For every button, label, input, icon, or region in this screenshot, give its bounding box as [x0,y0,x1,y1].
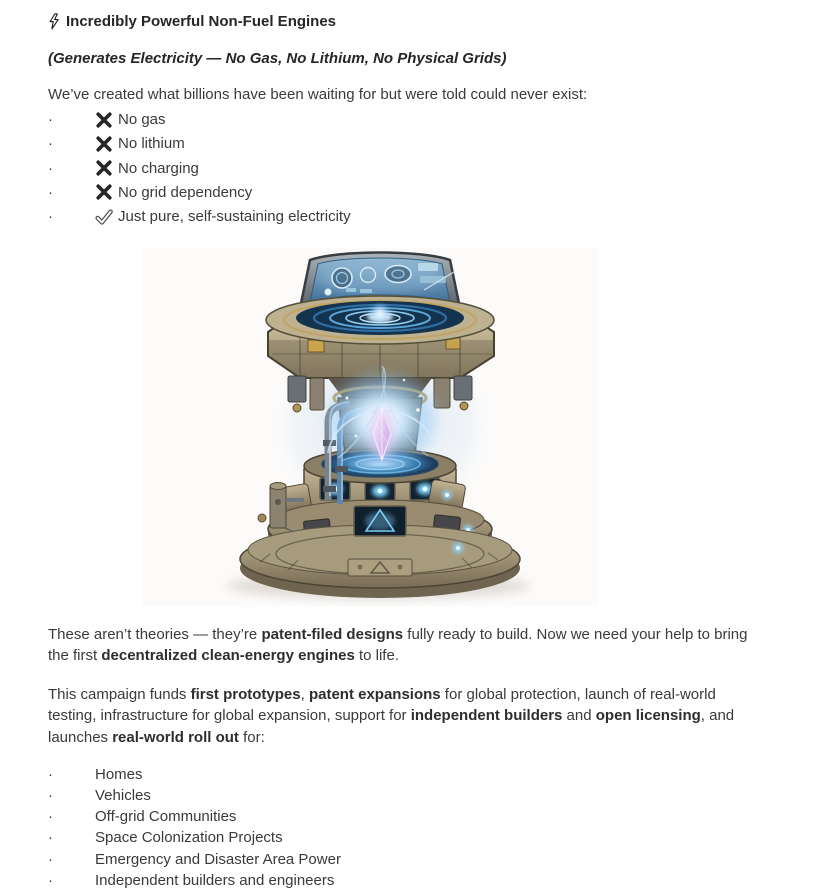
list-item-label: Vehicles [95,787,151,805]
cross-mark-icon [95,111,113,129]
list-item-label: Just pure, self-sustaining electricity [118,207,351,225]
cross-mark-icon [95,135,113,153]
bullet-dot: · [48,159,53,177]
bullet-dot: · [48,808,53,826]
body-paragraph-1: These aren’t theories — they’re patent-filed designs fully ready to build. Now we need your help to bring the first decentralized clean-energy engines to life. [48,625,748,665]
rollout-list [48,764,768,891]
bullet-dot: · [48,135,53,153]
list-item [48,870,768,891]
list-item [48,156,768,180]
list-item [48,806,768,827]
list-item-label: Homes [95,766,143,784]
intro-paragraph: We’ve created what billions have been waiting for but were told could never exist: [48,85,588,103]
bullet-dot: · [48,871,53,889]
bullet-dot: · [48,829,53,847]
body-paragraph-2: This campaign funds first prototypes, patent expansions for global protection, launch of real-world testing, infrastructure for global expansion, support for independent builders and open licensing, and launches real-world roll out for: [48,685,735,746]
cross-mark-icon [95,159,113,177]
list-item [48,180,768,204]
list-item [48,205,768,229]
list-item-label: Space Colonization Projects [95,829,283,847]
list-item [48,132,768,156]
bullet-dot: · [48,183,53,201]
engine-illustration-graphic [142,248,598,606]
bullet-dot: · [48,766,53,784]
list-item [48,849,768,870]
list-item [48,785,768,806]
feature-list [48,108,768,229]
subtitle: (Generates Electricity — No Gas, No Lithium, No Physical Grids) [48,50,507,68]
list-item [48,108,768,132]
list-item-label: No lithium [118,135,185,153]
list-item-label: Off-grid Communities [95,808,237,826]
list-item-label: Emergency and Disaster Area Power [95,850,341,868]
list-item [48,764,768,785]
page-title-text: Incredibly Powerful Non-Fuel Engines [66,13,337,30]
cross-mark-icon [95,183,113,201]
list-item [48,827,768,848]
page-title [48,13,768,30]
bullet-dot: · [48,850,53,868]
list-item-label: No grid dependency [118,183,253,201]
bullet-dot: · [48,111,53,129]
bullet-dot: · [48,787,53,805]
bullet-dot: · [48,207,53,225]
check-mark-icon [95,208,113,226]
list-item-label: No gas [118,111,166,129]
engine-concept-image [142,248,598,606]
lightning-icon [48,13,60,30]
list-item-label: No charging [118,159,199,177]
list-item-label: Independent builders and engineers [95,871,335,889]
